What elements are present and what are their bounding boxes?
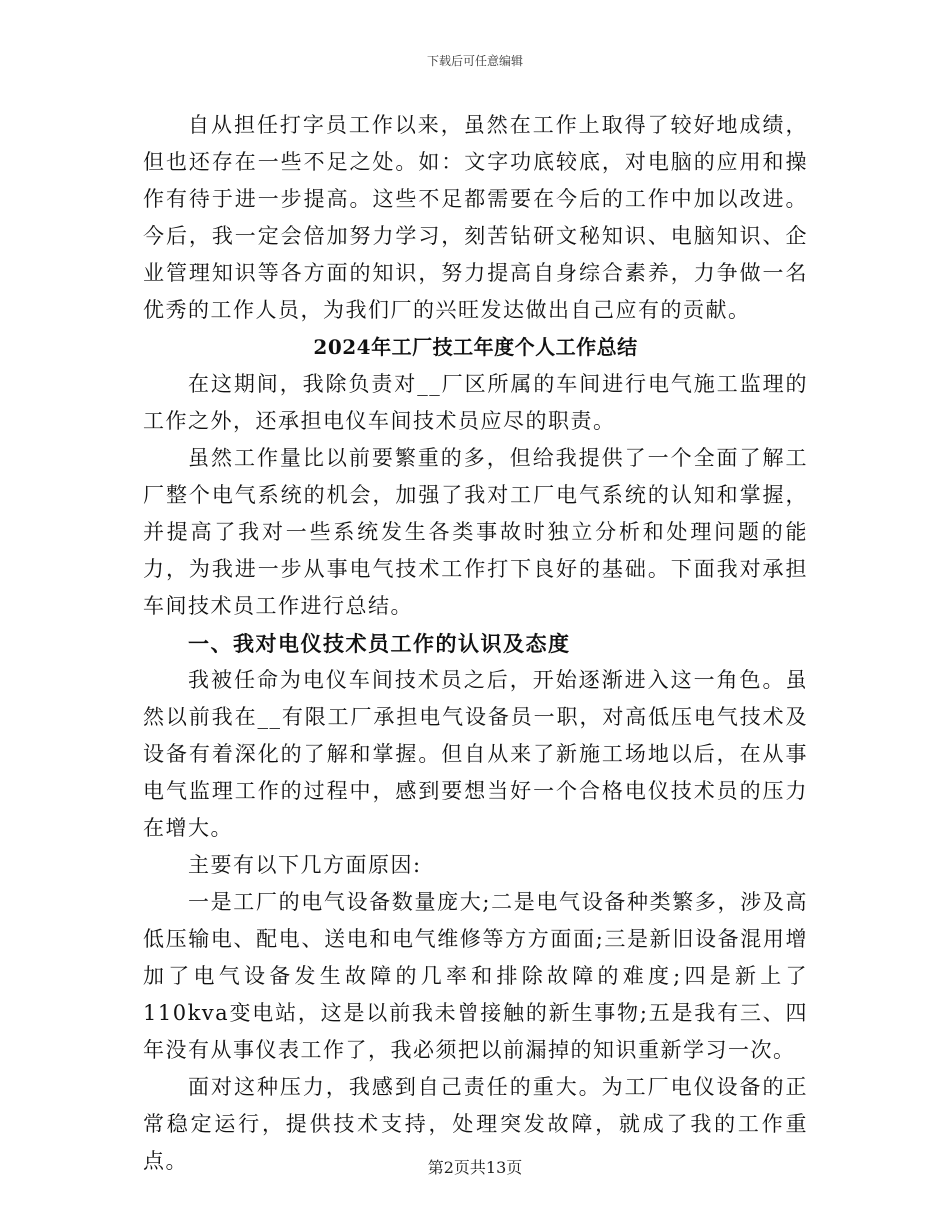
document-body bbox=[143, 107, 808, 1180]
section-heading-1: 一、我对电仪技术员工作的认识及态度 bbox=[188, 631, 571, 656]
paragraph-reasons-list: 一是工厂的电气设备数量庞大;二是电气设备种类繁多，涉及高低压输电、配电、送电和电气维修等方方面面;三是新旧设备混用增加了电气设备发生故障的几率和排除故障的难度;四是新上了110kva变电站，这是以前我未曾接触的新生事物;五是我有三、四年没有从事仪表工作了，我必须把以前漏掉的知识重新学习一次。 bbox=[143, 890, 808, 1062]
document-title: 2024年工厂技工年度个人工作总结 bbox=[313, 335, 638, 359]
paragraph-workload: 虽然工作量比以前要繁重的多，但给我提供了一个全面了解工厂整个电气系统的机会，加强了我对工厂电气系统的认知和掌握，并提高了我对一些系统发生各类事故时独立分析和处理问题的能力，为我进一步从事电气技术工作打下良好的基础。下面我对承担车间技术员工作进行总结。 bbox=[143, 446, 808, 618]
paragraph-duties: 在这期间，我除负责对__厂区所属的车间进行电气施工监理的工作之外，还承担电仪车间技术员应尽的职责。 bbox=[143, 372, 808, 433]
paragraph-intro: 自从担任打字员工作以来，虽然在工作上取得了较好地成绩，但也还存在一些不足之处。如：文字功底较底，对电脑的应用和操作有待于进一步提高。这些不足都需要在今后的工作中加以改进。今后，我一定会倍加努力学习，刻苦钻研文秘知识、电脑知识、企业管理知识等各方面的知识，努力提高自身综合素养，力争做一名优秀的工作人员，为我们厂的兴旺发达做出自己应有的贡献。 bbox=[143, 113, 808, 322]
page-number: 第2页共13页 bbox=[427, 1158, 523, 1177]
paragraph-role: 我被任命为电仪车间技术员之后，开始逐渐进入这一角色。虽然以前我在__有限工厂承担电气设备员一职，对高低压电气技术及设备有着深化的了解和掌握。但自从来了新施工场地以后，在从事电气监理工作的过程中，感到要想当好一个合格电仪技术员的压力在增大。 bbox=[143, 668, 808, 840]
page-header: 下载后可任意编辑 bbox=[426, 54, 523, 68]
paragraph-reasons-intro: 主要有以下几方面原因: bbox=[188, 853, 422, 877]
paragraph-pressure: 面对这种压力，我感到自己责任的重大。为工厂电仪设备的正常稳定运行，提供技术支持，处理突发故障，就成了我的工作重点。 bbox=[143, 1075, 808, 1173]
